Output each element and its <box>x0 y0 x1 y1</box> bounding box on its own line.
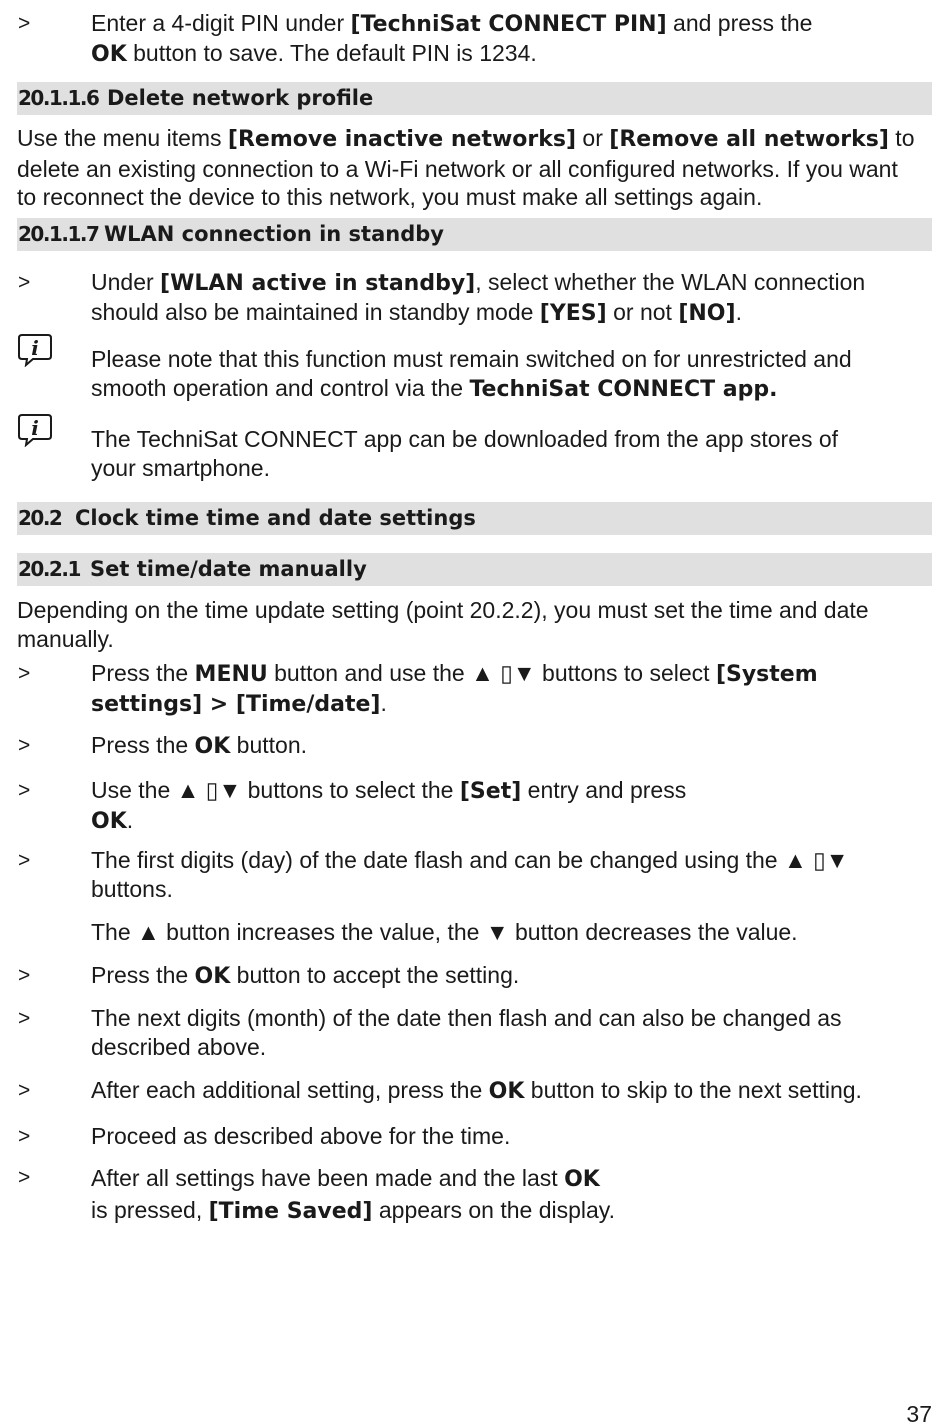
step-text: The ▲ button increases the value, the ▼ button decreases the value. <box>91 919 798 945</box>
step-text: After all settings have been made and the last OK is pressed, [Time Saved] appears on the display. <box>91 1165 615 1224</box>
step-marker: > <box>18 662 31 685</box>
step-text: Use the ▲ ▯▼ buttons to select the [Set] entry and press OK. <box>91 777 687 834</box>
step-marker: > <box>18 12 31 35</box>
step-marker: > <box>18 964 31 987</box>
step-text: After each additional setting, press the OK button to skip to the next setting. <box>91 1077 862 1104</box>
step-text: Proceed as described above for the time. <box>91 1123 511 1149</box>
step-text: The first digits (day) of the date flash and can be changed using the ▲ ▯▼ buttons. <box>91 847 849 902</box>
note-text: Please note that this function must remain switched on for unrestricted and smooth operation and control via the TechniSat CONNECT app. <box>91 346 852 402</box>
paragraph-time-update: Depending on the time update setting (point 20.2.2), you must set the time and date manually. <box>17 597 869 652</box>
note-text: The TechniSat CONNECT app can be downloaded from the app stores of your smartphone. <box>91 426 839 481</box>
info-icon <box>17 413 53 447</box>
svg-text:i: i <box>31 336 39 360</box>
section-heading: 20.1.1.6 Delete network profile <box>17 82 932 115</box>
section-heading: 20.2.1 Set time/date manually <box>17 553 932 586</box>
page-number: 37 <box>906 1401 932 1427</box>
step-marker: > <box>18 1007 31 1030</box>
step-text: Press the MENU button and use the ▲ ▯▼ buttons to select [System settings] > [Time/date]. <box>91 660 818 717</box>
step-text: Enter a 4-digit PIN under [TechniSat CONNECT PIN] and press the OK button to save. The default PIN is 1234. <box>91 10 813 67</box>
paragraph-delete-network: Use the menu items [Remove inactive networks] or [Remove all networks] to delete an existing connection to a Wi-Fi network or all configured networks. If you want to reconnect the device to this network, you must make all settings again. <box>17 125 915 210</box>
info-icon <box>17 333 53 367</box>
step-marker: > <box>18 849 31 872</box>
step-marker: > <box>18 1079 31 1102</box>
step-marker: > <box>18 271 31 294</box>
svg-text:i: i <box>31 416 39 440</box>
step-text: Press the OK button. <box>91 732 308 759</box>
section-heading: 20.1.1.7 WLAN connection in standby <box>17 218 932 251</box>
step-text: Under [WLAN active in standby], select whether the WLAN connection should also be maintained in standby mode [YES] or not [NO]. <box>91 269 866 326</box>
step-marker: > <box>18 1166 31 1189</box>
step-marker: > <box>18 779 31 802</box>
step-text: The next digits (month) of the date then flash and can also be changed as described above. <box>91 1005 842 1060</box>
section-heading: 20.2 Clock time time and date settings <box>17 502 932 535</box>
step-marker: > <box>18 734 31 757</box>
step-text: Press the OK button to accept the setting. <box>91 962 520 989</box>
step-marker: > <box>18 1125 31 1148</box>
